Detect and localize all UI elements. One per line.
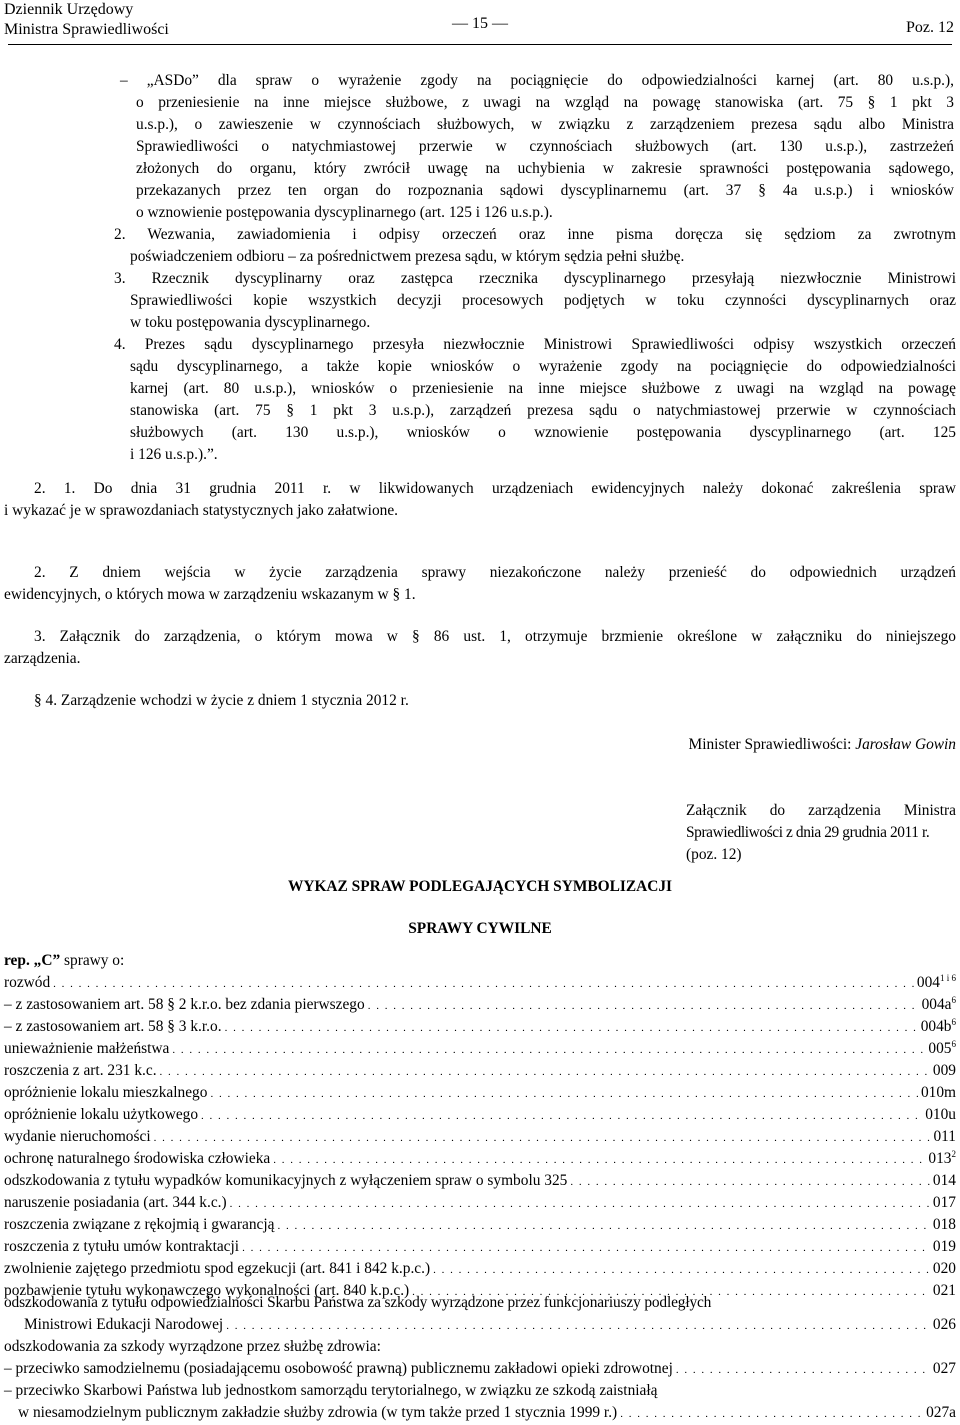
page-number: — 15 — <box>452 15 508 32</box>
rep-heading-symbol: rep. „C” <box>4 952 61 969</box>
journal-title-line1: Dziennik Urzędowy <box>4 1 134 18</box>
entry-code-value: 017 <box>932 1194 956 1211</box>
leader-dots <box>433 1259 930 1281</box>
entry-multi-health <box>4 1336 956 1424</box>
entry-code <box>928 1038 956 1060</box>
signature-name: Jarosław Gowin <box>855 736 956 753</box>
entry-label: roszczenia z tytułu umów kontraktacji <box>4 1238 240 1255</box>
list-item <box>4 1170 956 1192</box>
rep-heading <box>4 950 124 972</box>
leader-dots <box>676 1359 930 1381</box>
entry-code-value: 010u <box>925 1106 956 1123</box>
sub-items-block <box>120 70 954 224</box>
list-item <box>4 1236 956 1258</box>
rep-heading-text: sprawy o: <box>60 952 125 969</box>
entry-code <box>921 1082 956 1104</box>
list-title: WYKAZ SPRAW PODLEGAJĄCYCH SYMBOLIZACJI <box>287 878 673 895</box>
leader-dots <box>226 1315 930 1337</box>
point-4-line: 4. Prezes sądu dyscyplinarnego przesyła niezwłocznie Ministrowi Sprawiedliwości odpisy wszystkich orzeczeń <box>114 336 956 353</box>
section-2-2-line: ewidencyjnych, o których mowa w zarządzeniu wskazanym w § 1. <box>4 586 416 603</box>
entry-footnote-ref: 6 <box>951 1038 956 1049</box>
sub-item-line: – „ASDo” dla spraw o wyrażenie zgody na pociągnięcie do odpowiedzialności karnej (art. 80 u.s.p.), <box>120 72 954 89</box>
entry-multi-men <box>4 1292 956 1336</box>
entry-code: 027 <box>932 1360 956 1377</box>
point-4-line: stanowiska (art. 75 § 1 pkt 3 u.s.p.), zarządzeń prezesa sądu o natychmiastowej przerwie w czynnościach <box>130 402 956 419</box>
annex-line: Sprawiedliwości z dnia 29 grudnia 2011 r. <box>686 824 930 841</box>
entry-code <box>922 994 956 1016</box>
entry-code <box>933 1214 956 1236</box>
sub-item-line: Sprawiedliwości o natychmiastowej przerwie w czynnościach służbowych (art. 130 u.s.p.), zastrzeżeń <box>136 138 954 155</box>
header-rule <box>8 44 952 45</box>
signature <box>689 734 956 756</box>
entry-label: wydanie nieruchomości <box>4 1128 151 1145</box>
entry-code-value: 021 <box>932 1282 956 1299</box>
entry-label: opróżnienie lokalu użytkowego <box>4 1106 199 1123</box>
entry-code-value: 010m <box>920 1084 956 1101</box>
section-2-1-line: 2. 1. Do dnia 31 grudnia 2011 r. w likwidowanych urządzeniach ewidencyjnych należy dokonać zakreślenia spraw <box>34 480 956 497</box>
entry-code <box>933 1258 956 1280</box>
leader-dots <box>210 1083 918 1105</box>
list-item <box>4 1258 956 1280</box>
entry-label: – z zastosowaniem art. 58 § 2 k.r.o. bez zdania pierwszego <box>4 996 365 1013</box>
entry-code <box>928 1148 956 1170</box>
sub-item-line: o przeniesienie na inne miejsce służbowe, z uwagi na wzgląd na powagę stanowiska (art. 75 § 1 pkt 3 <box>136 94 954 111</box>
sub-item-line: u.s.p.), o zawieszenie w czynnościach służbowych, w związku z zarządzeniem prezesa sądu albo Ministra <box>136 116 954 133</box>
entry-label: rozwód <box>4 974 51 991</box>
entry-code: 026 <box>932 1316 956 1333</box>
point-3-line: Sprawiedliwości kopie wszystkich decyzji procesowych podjętych w toku czynności dyscyplinarnych oraz <box>130 292 956 309</box>
case-symbol-list <box>4 972 956 1302</box>
entry-multi-health-sub2-line1: – przeciwko Skarbowi Państwa lub jednostkom samorządu terytorialnego, w związku ze szkodą zaistniałą <box>4 1382 658 1399</box>
list-item <box>4 972 956 994</box>
entry-code-value: 020 <box>932 1260 956 1277</box>
list-item <box>4 1126 956 1148</box>
entry-code <box>921 1016 956 1038</box>
leader-dots <box>53 973 914 995</box>
entry-code-value: 005 <box>928 1040 952 1057</box>
entry-multi-health-sub1 <box>4 1358 956 1380</box>
entry-label: – przeciwko samodzielnemu (posiadającemu osobowość prawną) publicznemu zakładowi opieki zdrowotnej <box>4 1360 673 1377</box>
leader-dots <box>620 1403 923 1425</box>
position-number: Poz. 12 <box>906 19 954 36</box>
entry-code-value: 019 <box>932 1238 956 1255</box>
entry-multi-health-sub2 <box>18 1402 956 1424</box>
sub-item-line: przekazanych przez ten organ do rozpoznania sądowi dyscyplinarnemu (art. 37 § 4a u.s.p.) i wniosków <box>136 182 954 199</box>
entry-code-value: 018 <box>932 1216 956 1233</box>
point-3-line: 3. Rzecznik dyscyplinarny oraz zastępca rzecznika dyscyplinarnego przesyłają niezwłocznie Ministrowi <box>114 270 956 287</box>
annex-note <box>686 800 956 866</box>
entry-code-value: 004a <box>921 996 952 1013</box>
list-item <box>4 1148 956 1170</box>
point-2-line: 2. Wezwania, zawiadomienia i odpisy orzeczeń oraz inne pisma doręcza się sędziom za zwrotnym <box>114 226 956 243</box>
entry-multi-health-line1: odszkodowania za szkody wyrządzone przez służbę zdrowia: <box>4 1338 381 1355</box>
leader-dots <box>160 1061 930 1083</box>
entry-label: Ministrowi Edukacji Narodowej <box>24 1316 224 1333</box>
list-item <box>4 1016 956 1038</box>
entry-code-value: 009 <box>932 1062 956 1079</box>
entry-code <box>917 972 956 994</box>
entry-code <box>933 1192 956 1214</box>
leader-dots <box>154 1127 931 1149</box>
list-item <box>4 1082 956 1104</box>
list-subtitle: SPRAWY CYWILNE <box>408 920 552 937</box>
entry-code-value: 013 <box>928 1150 952 1167</box>
section-2-2-line: 2. Z dniem wejścia w życie zarządzenia sprawy niezakończone należy przenieść do odpowiednich urządzeń <box>34 564 956 581</box>
signature-role: Minister Sprawiedliwości: <box>688 736 856 753</box>
list-item <box>4 1104 956 1126</box>
point-4-line: sądu dyscyplinarnego, a także kopie wniosków o wyrażenie zgody na pociągnięcie do odpowiedzialności <box>130 358 956 375</box>
list-item <box>4 1192 956 1214</box>
entry-label: ochronę naturalnego środowiska człowieka <box>4 1150 271 1167</box>
journal-title-line2: Ministra Sprawiedliwości <box>4 21 169 38</box>
list-item <box>4 994 956 1016</box>
entry-label: odszkodowania z tytułu wypadków komunikacyjnych z wyłączeniem spraw o symbolu 325 <box>4 1172 568 1189</box>
section-2-1-line: i wykazać je w sprawozdaniach statystycznych jako załatwione. <box>4 502 399 519</box>
leader-dots <box>277 1215 929 1237</box>
entry-label: roszczenia związane z rękojmią i gwarancją <box>4 1216 275 1233</box>
leader-dots <box>368 995 919 1017</box>
entry-label: opróżnienie lokalu mieszkalnego <box>4 1084 208 1101</box>
entry-code <box>933 1170 956 1192</box>
list-item <box>4 1214 956 1236</box>
section-3-line: zarządzenia. <box>4 650 81 667</box>
list-item <box>4 1060 956 1082</box>
leader-dots <box>230 1193 930 1215</box>
entry-label: naruszenie posiadania (art. 344 k.c.) <box>4 1194 227 1211</box>
entry-code <box>933 1236 956 1258</box>
leader-dots <box>570 1171 930 1193</box>
entry-label: roszczenia z art. 231 k.c. <box>4 1062 157 1079</box>
point-4-line: i 126 u.s.p.).”. <box>130 446 218 463</box>
entry-multi-men-line1: odszkodowania z tytułu odpowiedzialności Skarbu Państwa za szkody wyrządzone przez funkcjonariuszy podległych <box>4 1294 712 1311</box>
section-4-line: § 4. Zarządzenie wchodzi w życie z dniem 1 stycznia 2012 r. <box>34 692 409 709</box>
annex-line: Załącznik do zarządzenia Ministra <box>686 802 956 819</box>
entry-footnote-ref: 6 <box>951 1016 956 1027</box>
entry-label: unieważnienie małżeństwa <box>4 1040 170 1057</box>
point-2-line: poświadczeniem odbioru – za pośrednictwem prezesa sądu, w którym sędzia pełni służbę. <box>130 248 685 265</box>
list-item <box>4 1038 956 1060</box>
point-4-line: karnej (art. 80 u.s.p.), wniosków o przeniesienie na inne miejsce służbowe z uwagi na wzgląd na powagę <box>130 380 956 397</box>
entry-label: – z zastosowaniem art. 58 § 3 k.r.o. <box>4 1018 222 1035</box>
leader-dots <box>225 1017 918 1039</box>
sub-item-line: o wznowienie postępowania dyscyplinarnego (art. 125 i 126 u.s.p.). <box>136 204 553 221</box>
entry-code-value: 004b <box>920 1018 952 1035</box>
entry-footnote-ref: 6 <box>951 994 956 1005</box>
entry-code-value: 004 <box>916 974 940 991</box>
entry-multi-men-row <box>24 1314 956 1336</box>
sub-item-line: złożonych do organu, który zwrócił uwagę na uchybienia w zakresie sprawności postępowania sądowego, <box>136 160 954 177</box>
entry-code: 027a <box>926 1404 956 1421</box>
leader-dots <box>201 1105 922 1127</box>
leader-dots <box>172 1039 925 1061</box>
entry-footnote-ref: 1 i 6 <box>939 972 956 983</box>
entry-code-value: 011 <box>933 1128 956 1145</box>
entry-code <box>933 1126 956 1148</box>
leader-dots <box>242 1237 930 1259</box>
entry-footnote-ref: 2 <box>951 1148 956 1159</box>
entry-code <box>925 1104 956 1126</box>
point-3-line: w toku postępowania dyscyplinarnego. <box>130 314 371 331</box>
entry-code <box>933 1060 956 1082</box>
points-block <box>114 224 956 466</box>
annex-line: (poz. 12) <box>686 846 742 863</box>
entry-label: zwolnienie zajętego przedmiotu spod egzekucji (art. 841 i 842 k.p.c.) <box>4 1260 431 1277</box>
entry-code-value: 014 <box>932 1172 956 1189</box>
entry-label: pozbawienie tytułu wykonawczego wykonalności (art. 840 k.p.c.) <box>4 1282 410 1299</box>
point-4-line: służbowych (art. 130 u.s.p.), wniosków o wznowienie postępowania dyscyplinarnego (art. 125 <box>130 424 956 441</box>
section-3-line: 3. Załącznik do zarządzenia, o którym mowa w § 86 ust. 1, otrzymuje brzmienie określone w załączniku do niniejszego <box>34 628 956 645</box>
entry-label: w niesamodzielnym publicznym zakładzie służby zdrowia (w tym także przed 1 stycznia 1999 r.) <box>18 1404 618 1421</box>
leader-dots <box>273 1149 925 1171</box>
